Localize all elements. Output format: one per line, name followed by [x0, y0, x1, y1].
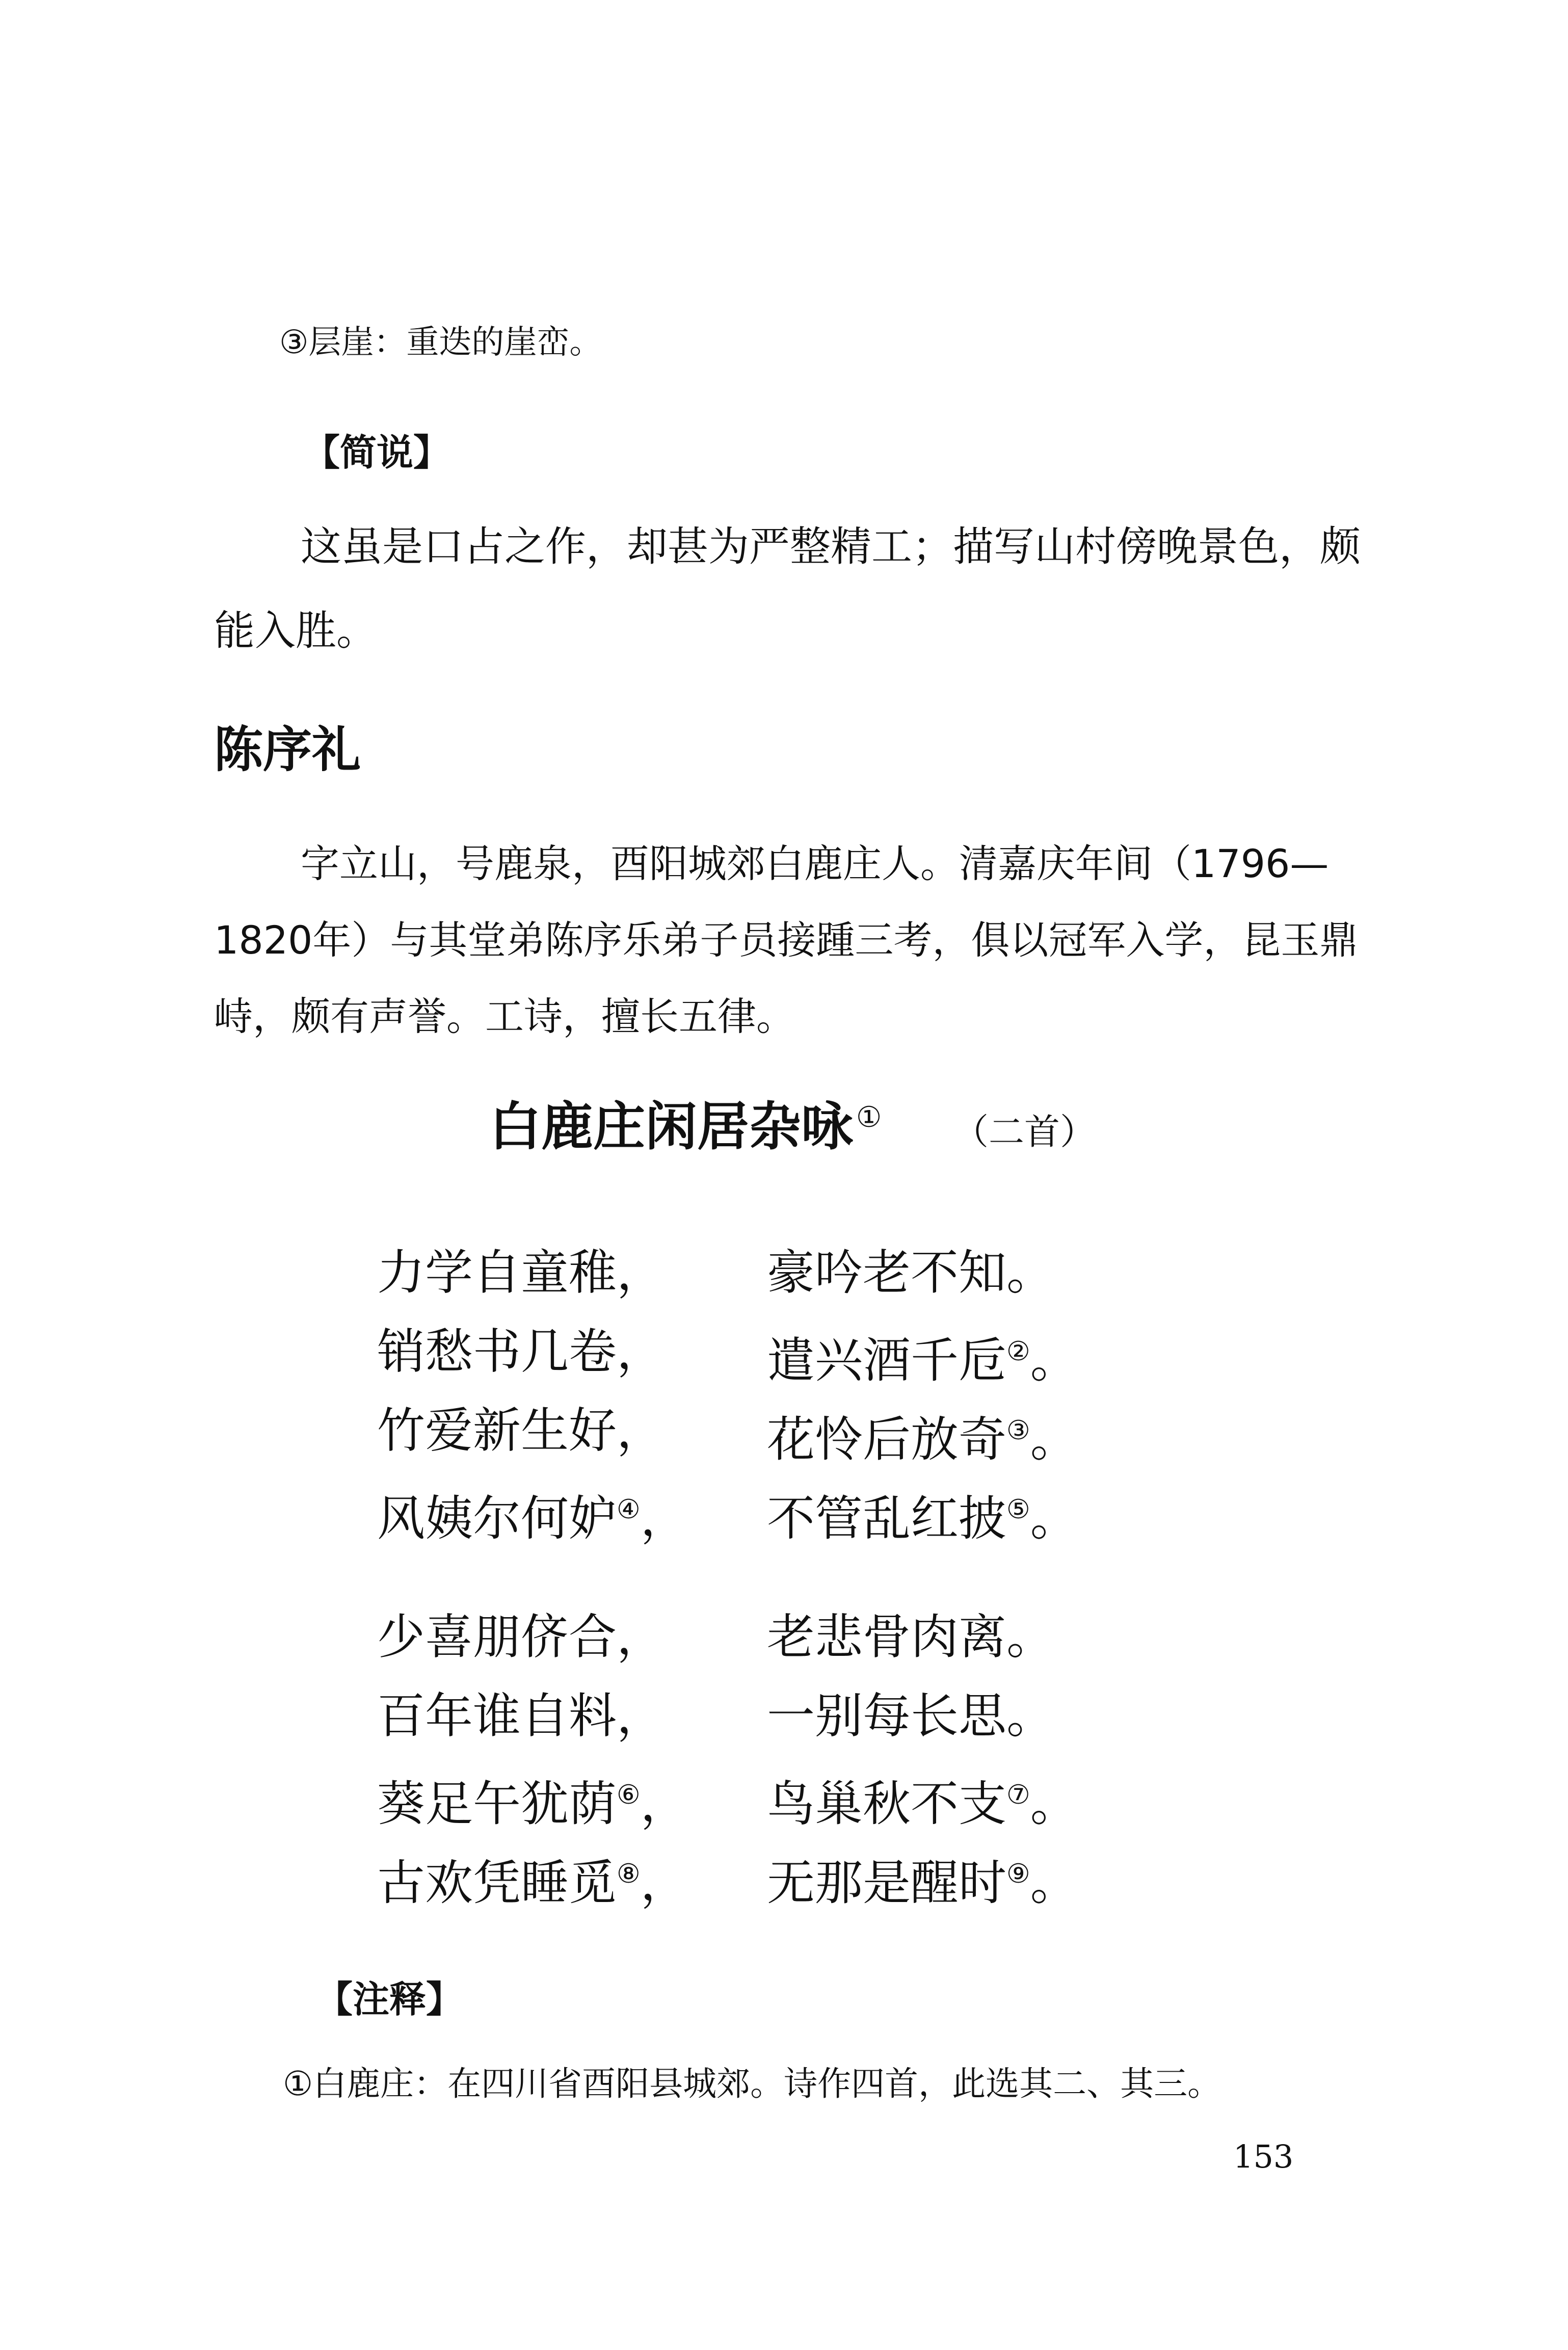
notes-heading: 【注释】: [316, 1978, 463, 2021]
author-name: 陈序礼: [214, 721, 361, 778]
poem-line-second-half: 豪吟老不知。: [767, 1245, 1055, 1301]
footnote-3: ③层崖：重迭的崖峦。: [279, 324, 602, 361]
poem-line-first-half: 百年谁自料，: [377, 1688, 665, 1744]
poem-line-first-half: 古欢凭睡觅⑧，: [377, 1855, 688, 1911]
poem-line-second-half: 花怜后放奇③。: [767, 1412, 1078, 1468]
poem-line-first-half: 销愁书几卷，: [377, 1324, 665, 1380]
footnote-1: ①白鹿庄：在四川省酉阳县城郊。诗作四首，此选其二、其三。: [283, 2064, 1221, 2103]
poem-line-second-half: 遣兴酒千卮②。: [767, 1333, 1078, 1389]
poem-line-first-half: 风姨尔何妒④，: [377, 1491, 688, 1547]
poem-line-second-half: 无那是醒时⑨。: [767, 1855, 1078, 1911]
comment-body: 这虽是口占之作，却甚为严整精工；描写山村傍晚景色，颇能入胜。: [214, 523, 1361, 654]
poem-title: [489, 1086, 882, 1160]
poem-line-first-half: 少喜朋侪合，: [377, 1609, 665, 1665]
poem-line-second-half: 鸟巢秋不支⑦。: [767, 1776, 1078, 1832]
poem-line-first-half: 力学自童稚，: [377, 1245, 665, 1301]
poem-title-note-marker: ①: [856, 1101, 882, 1134]
poem-line-second-half: 老悲骨肉离。: [767, 1609, 1055, 1665]
comment-heading: 【简说】: [303, 431, 450, 474]
poem-count: （二首）: [953, 1111, 1096, 1153]
author-bio: 字立山，号鹿泉，酉阳城郊白鹿庄人。清嘉庆年间（1796—1820年）与其堂弟陈序乐弟子员接踵三考，俱以冠军入学，昆玉鼎峙，颇有声誉。工诗，擅长五律。: [214, 841, 1359, 1039]
poem-title-text: 白鹿庄闲居杂咏: [489, 1097, 853, 1157]
poem-line-first-half: 竹爱新生好，: [377, 1403, 665, 1459]
poem-line-second-half: 一别每长思。: [767, 1688, 1055, 1744]
page-number: 153: [1233, 2138, 1294, 2175]
poem-line-second-half: 不管乱红披⑤。: [767, 1491, 1078, 1547]
poem-line-first-half: 葵足午犹荫⑥，: [377, 1776, 688, 1832]
